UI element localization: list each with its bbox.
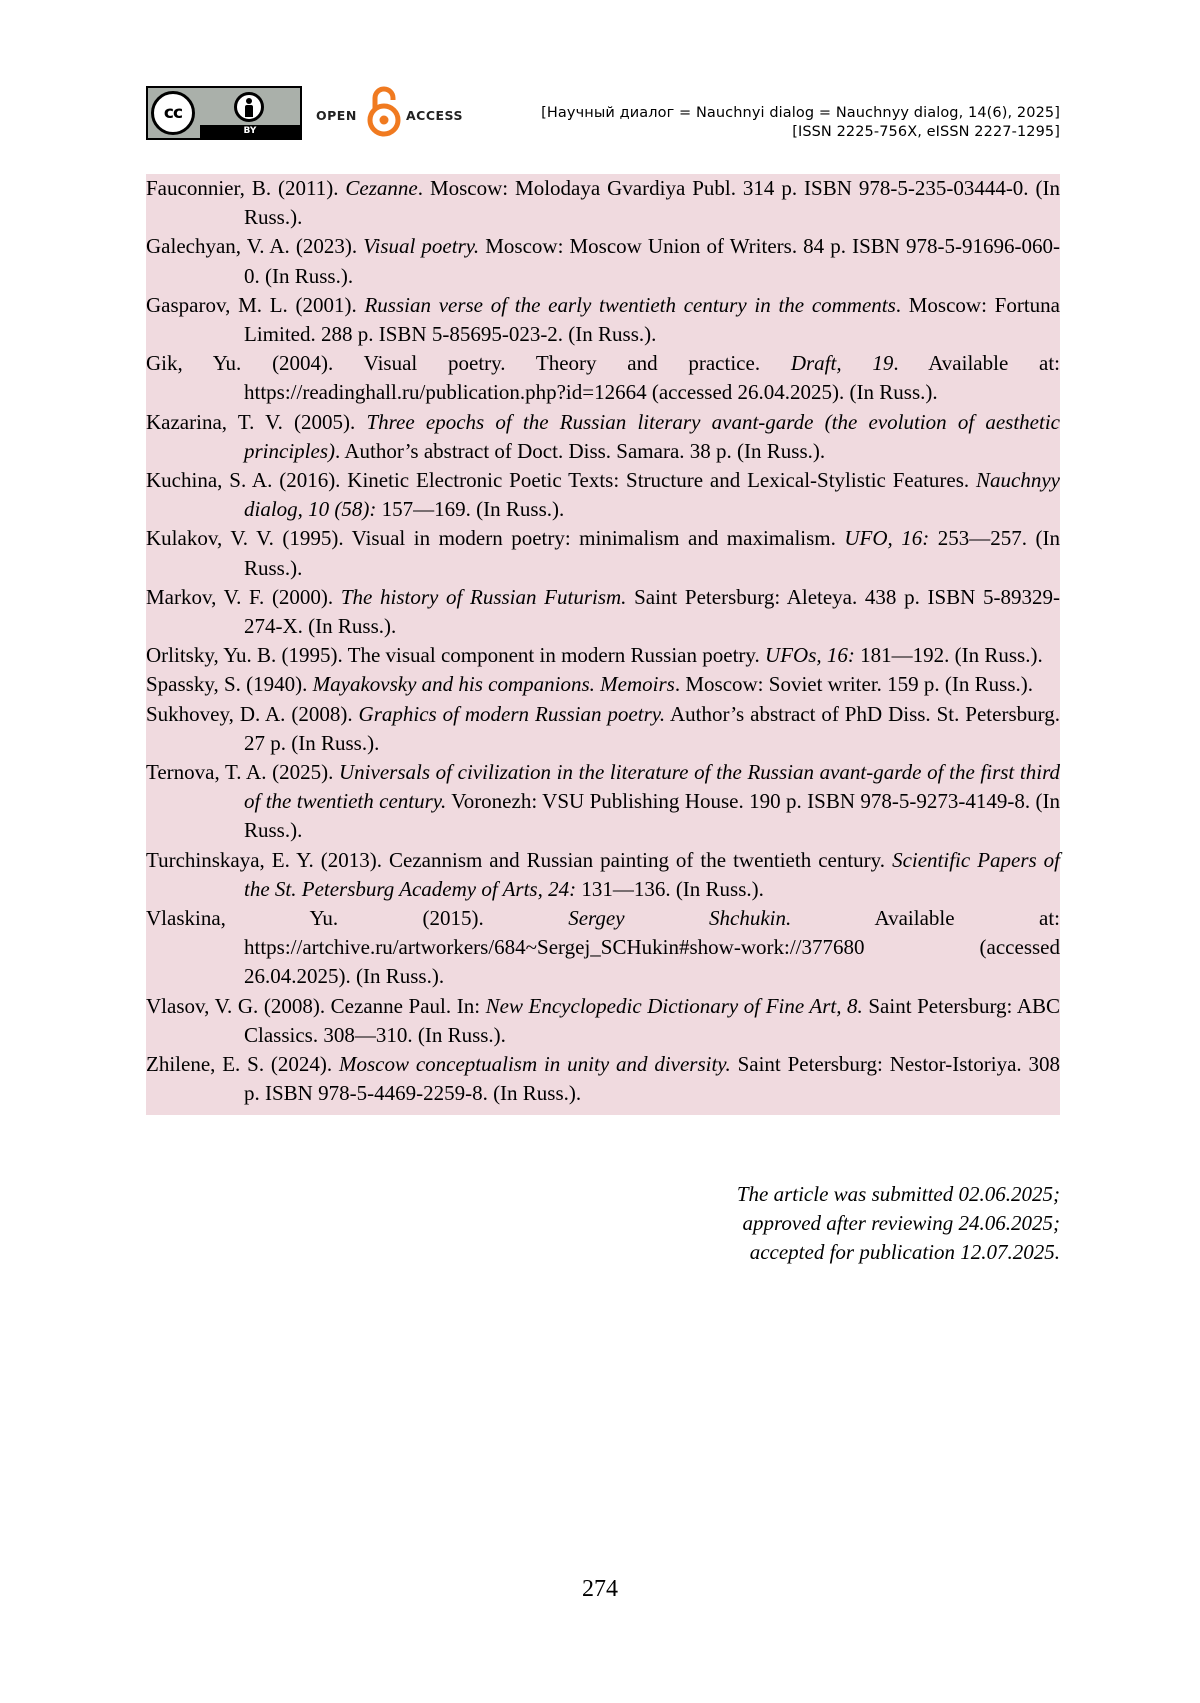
reference-text: Kazarina, T. V. (2005).	[146, 409, 367, 434]
reference-entry	[146, 232, 1060, 290]
reference-title: UFOs, 16:	[765, 643, 855, 668]
reference-details: 131—136. (In Russ.).	[576, 876, 764, 901]
reference-details: Saint Petersburg: ABC Classics. 308—310. (In Russ.).	[244, 993, 1060, 1047]
reference-entry	[146, 641, 1060, 670]
reference-text: Spassky, S. (1940).	[146, 672, 313, 697]
reference-title: Scientific Papers of the St. Petersburg Academy of Arts, 24:	[244, 847, 1061, 901]
reference-entry	[146, 524, 1060, 582]
reference-entry	[146, 583, 1060, 641]
reference-title: Visual poetry.	[363, 234, 480, 259]
reference-entry	[146, 466, 1060, 524]
reference-details: Voronezh: VSU Publishing House. 190 p. ISBN 978-5-9273-4149-8. (In Russ.).	[244, 789, 1060, 843]
reference-details: Available at: https://artchive.ru/artworkers/684~Sergej_SCHukin#show-work://377680 (accessed 26.04.2025). (In Russ.).	[244, 906, 1060, 989]
reference-details: Saint Petersburg: Nestor-Istoriya. 308 p. ISBN 978-5-4469-2259-8. (In Russ.).	[244, 1052, 1060, 1106]
open-access-access-text: ACCESS	[406, 108, 464, 123]
reference-entry	[146, 758, 1060, 846]
reference-details: 157—169. (In Russ.).	[376, 497, 565, 522]
open-access-open-text: OPEN	[316, 108, 357, 123]
reference-entry	[146, 1050, 1060, 1108]
reference-text: Vlaskina, Yu. (2015).	[146, 906, 569, 931]
reference-details: Moscow: Moscow Union of Writers. 84 p. ISBN 978-5-91696-060-0. (In Russ.).	[244, 234, 1060, 288]
open-access-lock-icon	[366, 86, 402, 138]
journal-header	[541, 104, 1060, 142]
reference-text: Gik, Yu. (2004). Visual poetry. Theory and practice.	[146, 351, 791, 376]
reference-text: Orlitsky, Yu. B. (1995). The visual component in modern Russian poetry.	[146, 643, 766, 668]
reference-text: Kuchina, S. A. (2016). Kinetic Electronic Poetic Texts: Structure and Lexical-Stylistic Features.	[146, 468, 977, 493]
reference-details: . Moscow: Molodaya Gvardiya Publ. 314 p. ISBN 978-5-235-03444-0. (In Russ.).	[244, 176, 1060, 230]
reference-text: Gasparov, M. L. (2001).	[146, 292, 365, 317]
reference-details: . Moscow: Soviet writer. 159 p. (In Russ.).	[674, 672, 1033, 697]
reference-entry	[146, 349, 1060, 407]
reference-entry	[146, 174, 1060, 232]
reference-title: Nauchnyy dialog, 10 (58):	[244, 468, 1060, 522]
reference-details: 181—192. (In Russ.).	[854, 643, 1043, 668]
reference-details: Author’s abstract of PhD Diss. St. Petersburg. 27 p. (In Russ.).	[244, 701, 1060, 755]
references-list	[146, 174, 1060, 1115]
reference-text: Kulakov, V. V. (1995). Visual in modern poetry: minimalism and maximalism.	[146, 526, 845, 551]
reference-title: Russian verse of the early twentieth century in the comments	[364, 292, 896, 317]
page-number: 274	[582, 1576, 618, 1602]
submitted-date: The article was submitted 02.06.2025;	[736, 1182, 1060, 1206]
reference-title: UFO, 16:	[844, 526, 930, 551]
reference-text: Ternova, T. A. (2025).	[146, 760, 340, 785]
approved-date: approved after reviewing 24.06.2025;	[742, 1211, 1060, 1235]
reference-text: Galechyan, V. A. (2023).	[146, 234, 364, 259]
reference-text: Fauconnier, B. (2011).	[146, 176, 346, 200]
journal-issn: [ISSN 2225-756X, eISSN 2227-1295]	[792, 124, 1060, 140]
reference-entry	[146, 291, 1060, 349]
article-dates	[737, 1180, 1060, 1267]
reference-entry	[146, 700, 1060, 758]
accepted-date: accepted for publication 12.07.2025.	[749, 1240, 1060, 1264]
reference-text: Markov, V. F. (2000).	[146, 584, 341, 609]
reference-entry	[146, 904, 1060, 992]
reference-title: Mayakovsky and his companions. Memoirs	[312, 672, 675, 697]
reference-title: Universals of civilization in the literature of the Russian avant-garde of the first third of the twentieth century.	[244, 760, 1060, 814]
reference-entry	[146, 670, 1060, 699]
by-label: BY	[200, 125, 300, 138]
cc-by-license-badge[interactable]	[146, 86, 302, 140]
reference-entry	[146, 992, 1060, 1050]
cc-icon: cc	[151, 91, 195, 135]
reference-details: 253—257. (In Russ.).	[244, 526, 1060, 580]
reference-title: Draft, 19	[790, 351, 894, 376]
reference-text: Sukhovey, D. A. (2008).	[146, 701, 359, 726]
journal-citation: [Научный диалог = Nauchnyi dialog = Nauchnyy dialog, 14(6), 2025]	[541, 105, 1060, 121]
reference-title: Cezanne	[345, 176, 418, 200]
reference-details: Saint Petersburg: Aleteya. 438 p. ISBN 5-89329-274-X. (In Russ.).	[244, 584, 1060, 639]
reference-title: The history of Russian Futurism.	[340, 584, 627, 609]
attribution-person-icon	[234, 92, 264, 122]
reference-text: Turchinskaya, E. Y. (2013). Cezannism and Russian painting of the twentieth century.	[146, 847, 893, 872]
reference-text: Zhilene, E. S. (2024).	[146, 1052, 339, 1077]
reference-title: New Encyclopedic Dictionary of Fine Art, 8.	[485, 993, 863, 1018]
reference-entry	[146, 408, 1060, 466]
reference-title: Sergey Shchukin.	[568, 906, 792, 931]
reference-details: . Author’s abstract of Doct. Diss. Samara. 38 p. (In Russ.).	[334, 438, 826, 463]
reference-title: Three epochs of the Russian literary avant-garde (the evolution of aesthetic principles)	[244, 409, 1060, 463]
reference-text: Vlasov, V. G. (2008). Cezanne Paul. In:	[146, 993, 486, 1018]
reference-title: Moscow conceptualism in unity and diversity.	[339, 1052, 731, 1077]
reference-entry	[146, 846, 1060, 904]
reference-details: . Available at: https://readinghall.ru/publication.php?id=12664 (accessed 26.04.2025). (In Russ.).	[244, 351, 1061, 405]
reference-title: Graphics of modern Russian poetry.	[358, 701, 666, 726]
reference-details: . Moscow: Fortuna Limited. 288 p. ISBN 5-85695-023-2. (In Russ.).	[244, 292, 1060, 347]
open-access-logo	[316, 86, 464, 138]
